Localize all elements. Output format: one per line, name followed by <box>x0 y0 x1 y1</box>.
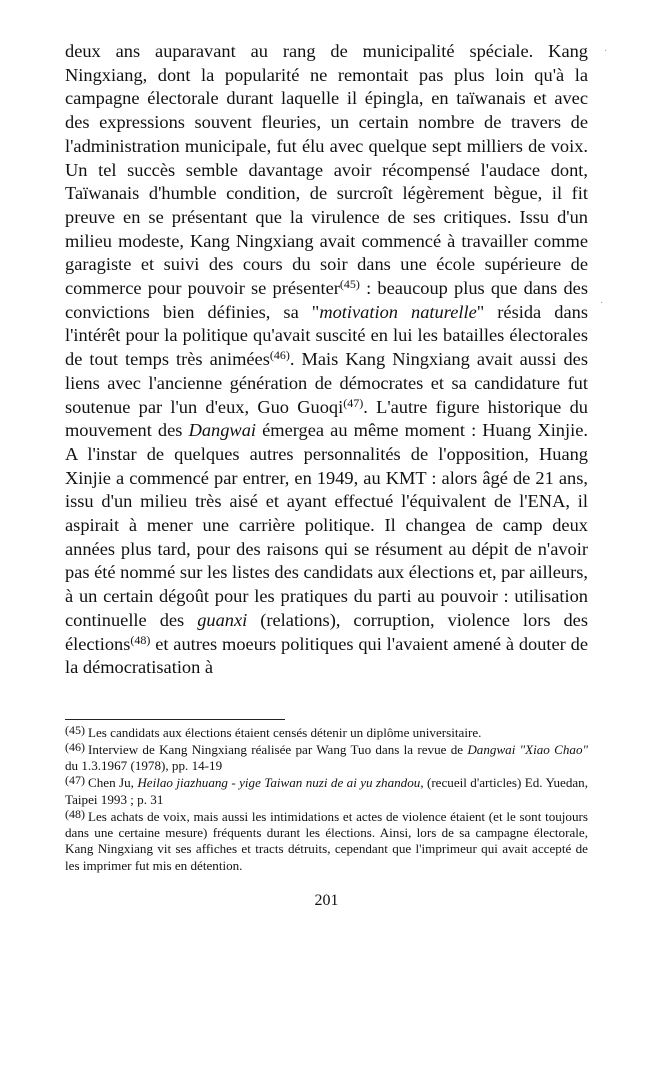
footnote-text: Chen Ju, <box>88 775 138 791</box>
text-segment: émergea au même moment : Huang Xinjie. A l'instar de quelques autres personnalités de l'opposition, Huang Xinjie a commencé par entrer, en 1949, au KMT : alors âgé de 21 ans, issu d'un milieu très aisé et ayant effectué l'équivalent de l'ENA, il aspirait à mener une carrière politique. Il changea de camp deux années plus tard, pour des raisons qui se résument au dépit de n'avoir pas été nommé sur les listes des candidats aux élections et, par ailleurs, à un certain dégoût pour les pratiques du parti au pouvoir : utilisation continuelle des <box>65 420 588 630</box>
main-text <box>65 40 588 680</box>
page-number: 201 <box>314 892 339 910</box>
document-page <box>65 40 588 910</box>
footnote-separator <box>65 719 285 720</box>
text-segment: " résida dans l'intérêt pour la politique qu'avait suscité en lui les batailles électorales de tout temps très animées <box>65 301 588 370</box>
body-paragraph <box>65 40 588 680</box>
footnote-text: Les achats de voix, mais aussi les intimidations et actes de violence étaient (et le sont toujours dans une certaine mesure) fréquents durant les élections. Ainsi, lors de sa campagne électorale, Kang Ningxiang vit ses affiches et tracts détruits, cependant que l'imprimeur qui avait accepté de les imprimer fut mis en détention. <box>65 808 588 873</box>
text-segment: . Mais Kang Ningxiang avait aussi des liens avec l'ancienne génération de démocrates et sa candidature fut soutenue par l'un d'eux, Guo Guoqi <box>65 349 588 417</box>
footnotes <box>65 722 588 874</box>
text-segment: . L'autre figure historique du mouvement des <box>65 396 588 441</box>
text-segment: (relations), corruption, violence lors des élections <box>65 609 588 654</box>
emphasis-dangwai: Dangwai <box>188 420 257 441</box>
text-segment: et autres moeurs politiques qui l'avaient amené à douter de la démocratisation à <box>65 633 588 678</box>
footnote-45 <box>65 722 588 741</box>
emphasis-motivation: motivation naturelle <box>319 301 477 322</box>
footnote-mark: (46) <box>65 739 85 754</box>
footnote-ref-45[interactable]: (45) <box>339 277 360 292</box>
footnote-text: du 1.3.1967 (1978), pp. 14-19 <box>65 758 223 774</box>
footnote-title: Heilao jiazhuang - yige Taiwan nuzi de ai yu zhandou <box>137 775 421 791</box>
footnote-mark: (47) <box>65 773 85 788</box>
footnote-ref-46[interactable]: (46) <box>269 348 290 363</box>
scan-speck: · <box>600 298 604 309</box>
footnote-48 <box>65 806 588 875</box>
emphasis-guanxi: guanxi <box>197 609 248 630</box>
footnote-text: Interview de Kang Ningxiang réalisée par Wang Tuo dans la revue de <box>88 741 468 757</box>
footnote-title: Dangwai "Xiao Chao" <box>467 741 588 757</box>
scan-speck: · <box>604 46 608 57</box>
footnote-46 <box>65 739 588 775</box>
footnote-text: Les candidats aux élections étaient censés détenir un diplôme universitaire. <box>88 724 482 740</box>
text-segment: deux ans auparavant au rang de municipalité spéciale. Kang Ningxiang, dont la popularité ne remontait pas plus loin qu'à la campagne électorale durant laquelle il épingla, en taïwanais et avec des expressions souvent fleuries, un certain nombre de travers de l'administration municipale, fut élu avec quelque sept milliers de voix. Un tel succès semble davantage avoir récompensé l'audace dont, Taïwanais d'humble condition, de surcroît légèrement bègue, il fit preuve en se présentant que la virulence de ses critiques. Issu d'un milieu modeste, Kang Ningxiang avait commencé à travailler comme garagiste et suivi des cours du soir dans une école supérieure de commerce pour pouvoir se présenter <box>65 41 588 299</box>
footnote-47 <box>65 775 588 808</box>
footnote-mark: (48) <box>65 806 85 821</box>
footnote-ref-48[interactable]: (48) <box>130 632 151 647</box>
footnote-text: , (recueil d'articles) Ed. Yuedan, Taipei 1993 ; p. 31 <box>65 775 588 807</box>
footnote-mark: (45) <box>65 722 85 737</box>
footnote-ref-47[interactable]: (47) <box>343 395 364 410</box>
text-segment: : beaucoup plus que dans des convictions bien définies, sa " <box>65 278 588 322</box>
